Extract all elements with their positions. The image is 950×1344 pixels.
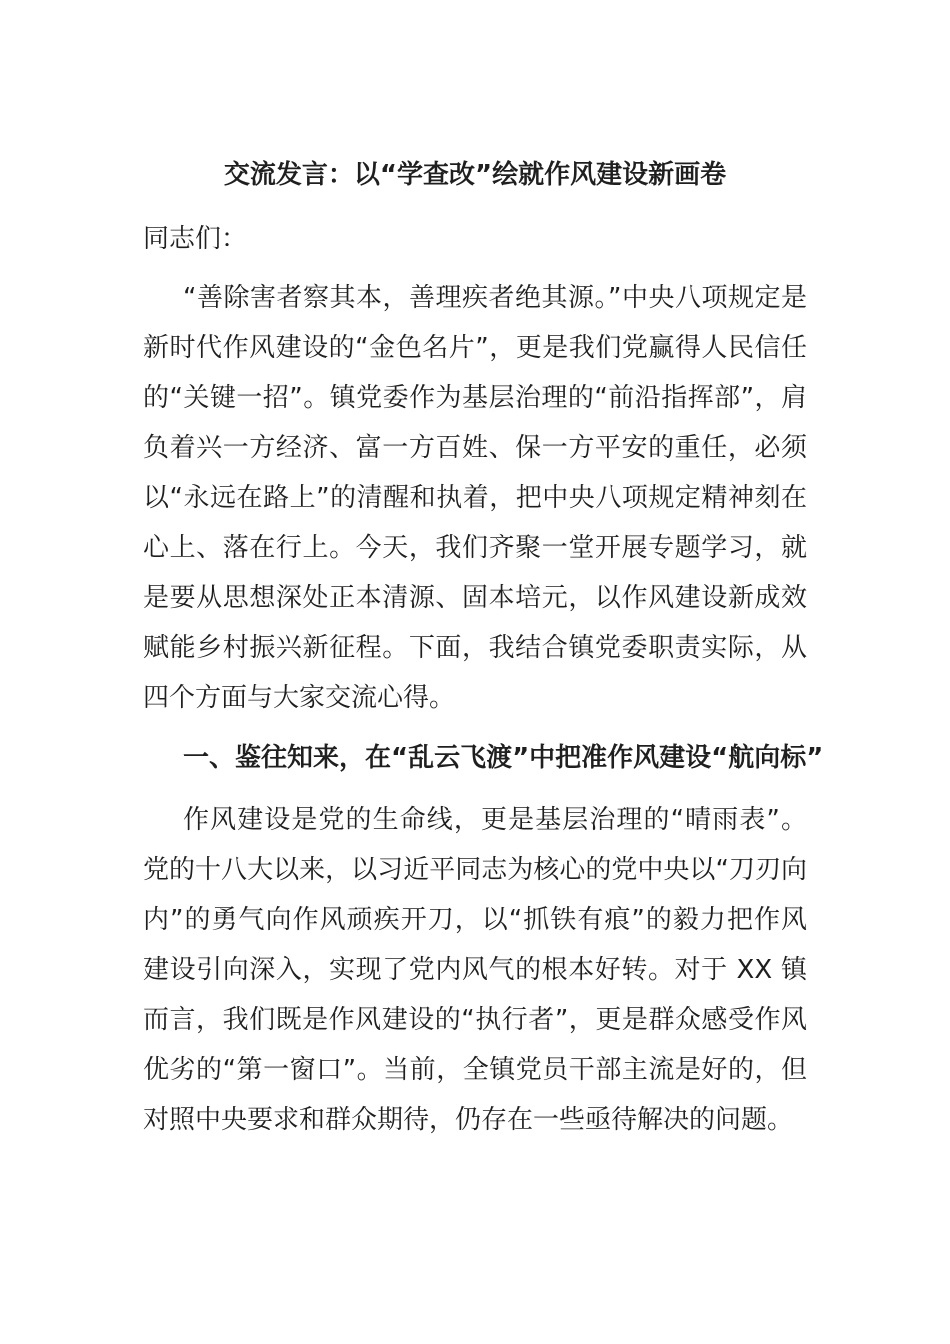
section-heading: 一、鉴往知来，在“乱云飞渡”中把准作风建设“航向标”: [183, 743, 824, 773]
section-paragraph: 作风建设是党的生命线，更是基层治理的“晴雨表”。党的十八大以来，以习近平同志为核心的党中央以“刀刃向内”的勇气向作风顽疾开刀，以“抓铁有痕”的毅力把作风建设引向深入，实现了党内风气的根本好转。对于 XX 镇而言，我们既是作风建设的“执行者”，更是群众感受作风优劣的“第一窗口”。当前，全镇党员干部主流是好的，但对照中央要求和群众期待，仍存在一些亟待解决的问题。: [143, 805, 807, 1135]
document-title: 交流发言：以“学查改”绘就作风建设新画卷: [223, 160, 727, 190]
salutation: 同志们：: [143, 224, 248, 254]
intro-paragraph: “善除害者察其本，善理疾者绝其源。”中央八项规定是新时代作风建设的“金色名片”，更是我们党赢得人民信任的“关键一招”。镇党委作为基层治理的“前沿指挥部”，肩负着兴一方经济、富一方百姓、保一方平安的重任，必须以“永远在路上”的清醒和执着，把中央八项规定精神刻在心上、落在行上。今天，我们齐聚一堂开展专题学习，就是要从思想深处正本清源、固本培元，以作风建设新成效赋能乡村振兴新征程。下面，我结合镇党委职责实际，从四个方面与大家交流心得。: [143, 283, 807, 713]
